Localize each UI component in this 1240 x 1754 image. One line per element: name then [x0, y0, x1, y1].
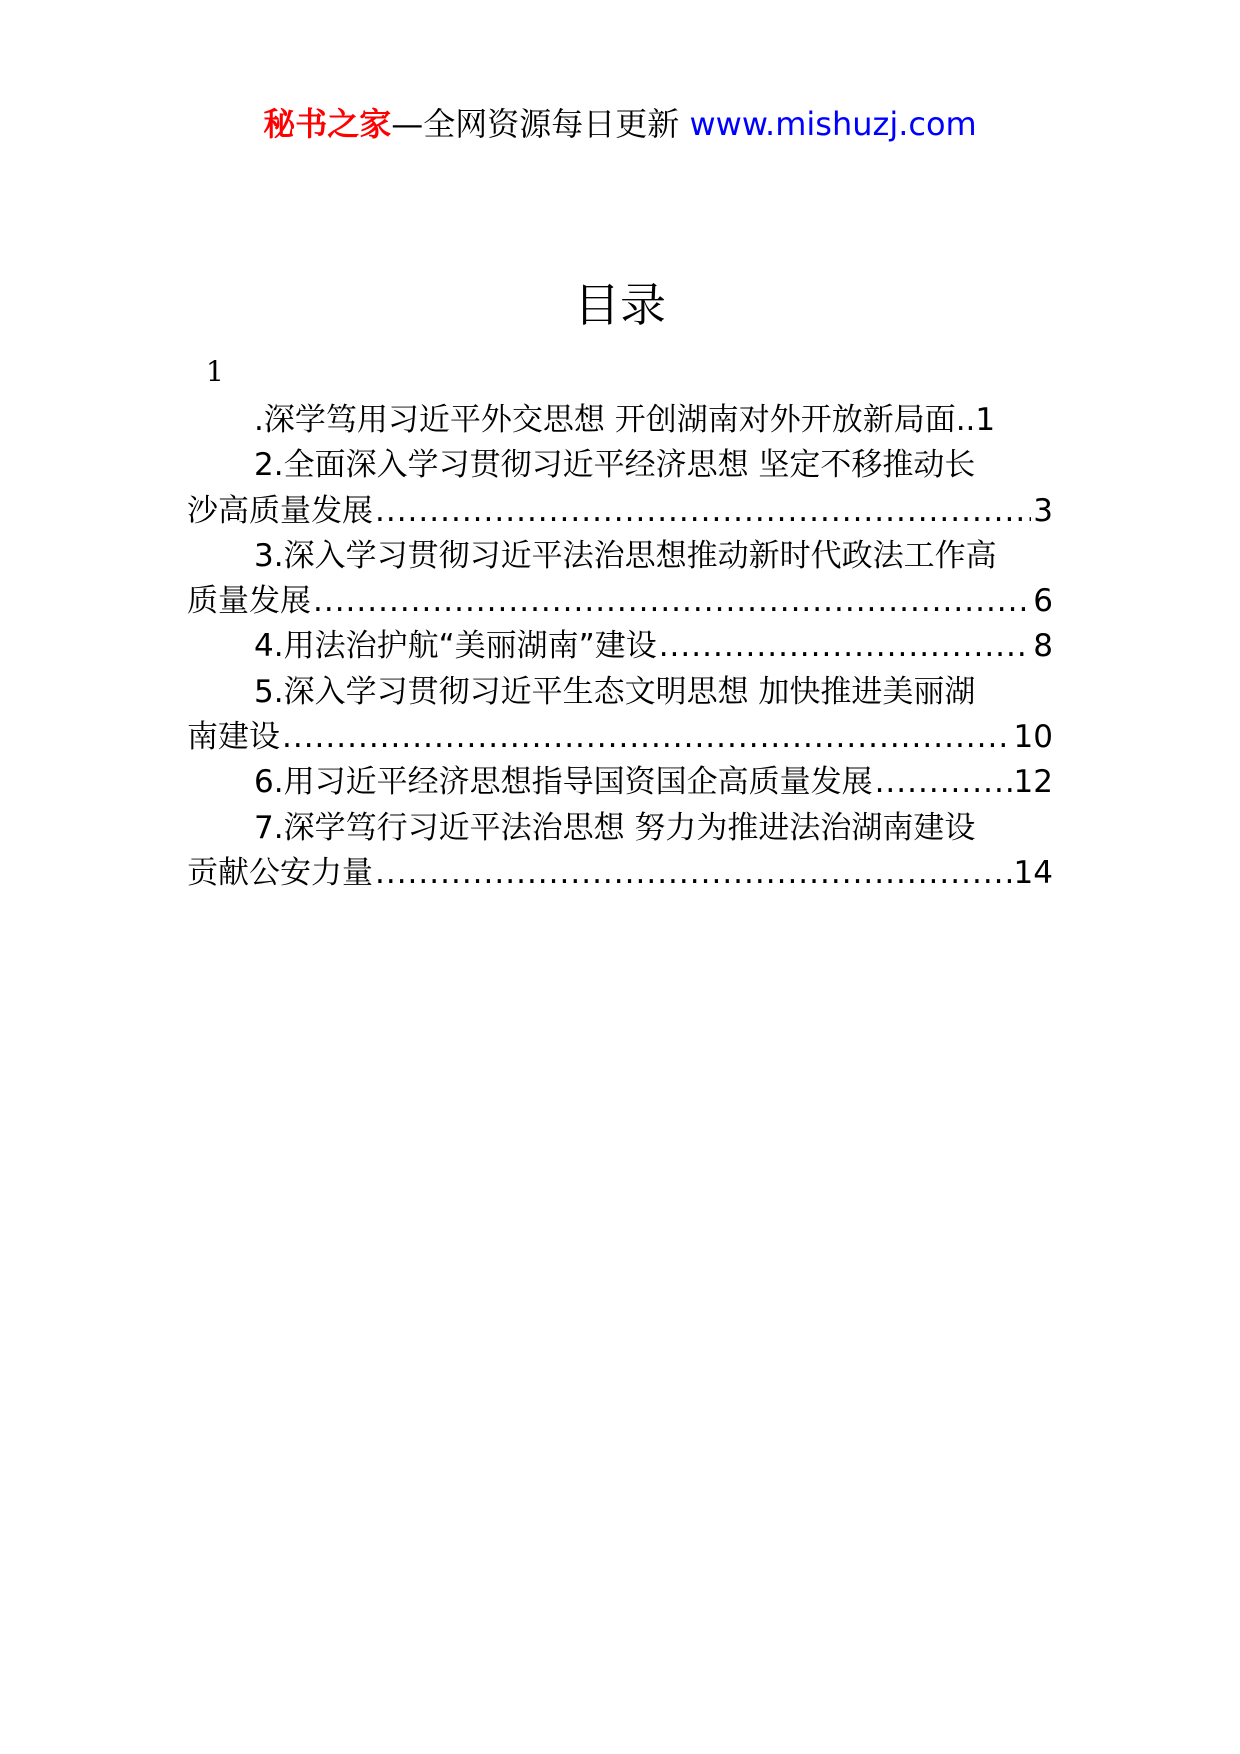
toc-leader-dots [282, 715, 1012, 760]
toc-leader-dots [375, 851, 1012, 896]
toc-entry-4[interactable] [187, 624, 1053, 669]
toc-entry-page: 1 [975, 402, 996, 438]
toc-entry-text: .深学笃用习近平外交思想 开创湖南对外开放新局面.. [254, 402, 976, 438]
toc-entry-text-continued: 沙高质量发展 [187, 492, 373, 529]
banner-url[interactable]: www.mishuzj.com [689, 105, 977, 143]
toc-entry-page: 10 [1013, 719, 1053, 756]
toc-entry-1[interactable] [187, 398, 1053, 443]
toc-title: 目录 [574, 278, 666, 332]
toc-entry-text: 3.深入学习贯彻习近平法治思想推动新时代政法工作高 [254, 537, 997, 574]
brand-name: 秘书之家 [263, 105, 392, 143]
toc-entry-7[interactable] [187, 806, 1053, 897]
toc-entry-page: 14 [1013, 854, 1053, 891]
page-number-marker: 1 [206, 355, 224, 388]
toc-leader-dots [875, 760, 1012, 805]
toc-entry-6[interactable] [187, 760, 1053, 805]
toc-entry-2[interactable] [187, 443, 1053, 534]
toc-entry-text: 2.全面深入学习贯彻习近平经济思想 坚定不移推动长 [254, 447, 976, 484]
toc-entry-page: 12 [1013, 764, 1053, 801]
toc-entry-page: 3 [1033, 492, 1053, 529]
site-banner [0, 100, 1240, 148]
toc-entry-text-continued: 南建设 [187, 719, 280, 756]
toc-entry-page: 6 [1033, 583, 1053, 620]
toc-entry-text: 4.用法治护航“美丽湖南”建设 [254, 628, 657, 665]
toc-leader-dots [375, 489, 1031, 534]
toc-entry-3[interactable] [187, 534, 1053, 625]
toc-entry-text: 5.深入学习贯彻习近平生态文明思想 加快推进美丽湖 [254, 673, 976, 710]
table-of-contents [187, 398, 1053, 896]
toc-entry-text-continued: 贡献公安力量 [187, 854, 373, 891]
toc-entry-page: 8 [1033, 628, 1053, 665]
toc-entry-text-continued: 质量发展 [187, 583, 311, 620]
banner-tagline: —全网资源每日更新 [391, 105, 690, 143]
toc-leader-dots [659, 624, 1032, 669]
toc-entry-text: 6.用习近平经济思想指导国资国企高质量发展 [254, 764, 873, 801]
toc-leader-dots [313, 579, 1031, 624]
toc-entry-text: 7.深学笃行习近平法治思想 努力为推进法治湖南建设 [254, 809, 976, 846]
toc-entry-5[interactable] [187, 670, 1053, 761]
